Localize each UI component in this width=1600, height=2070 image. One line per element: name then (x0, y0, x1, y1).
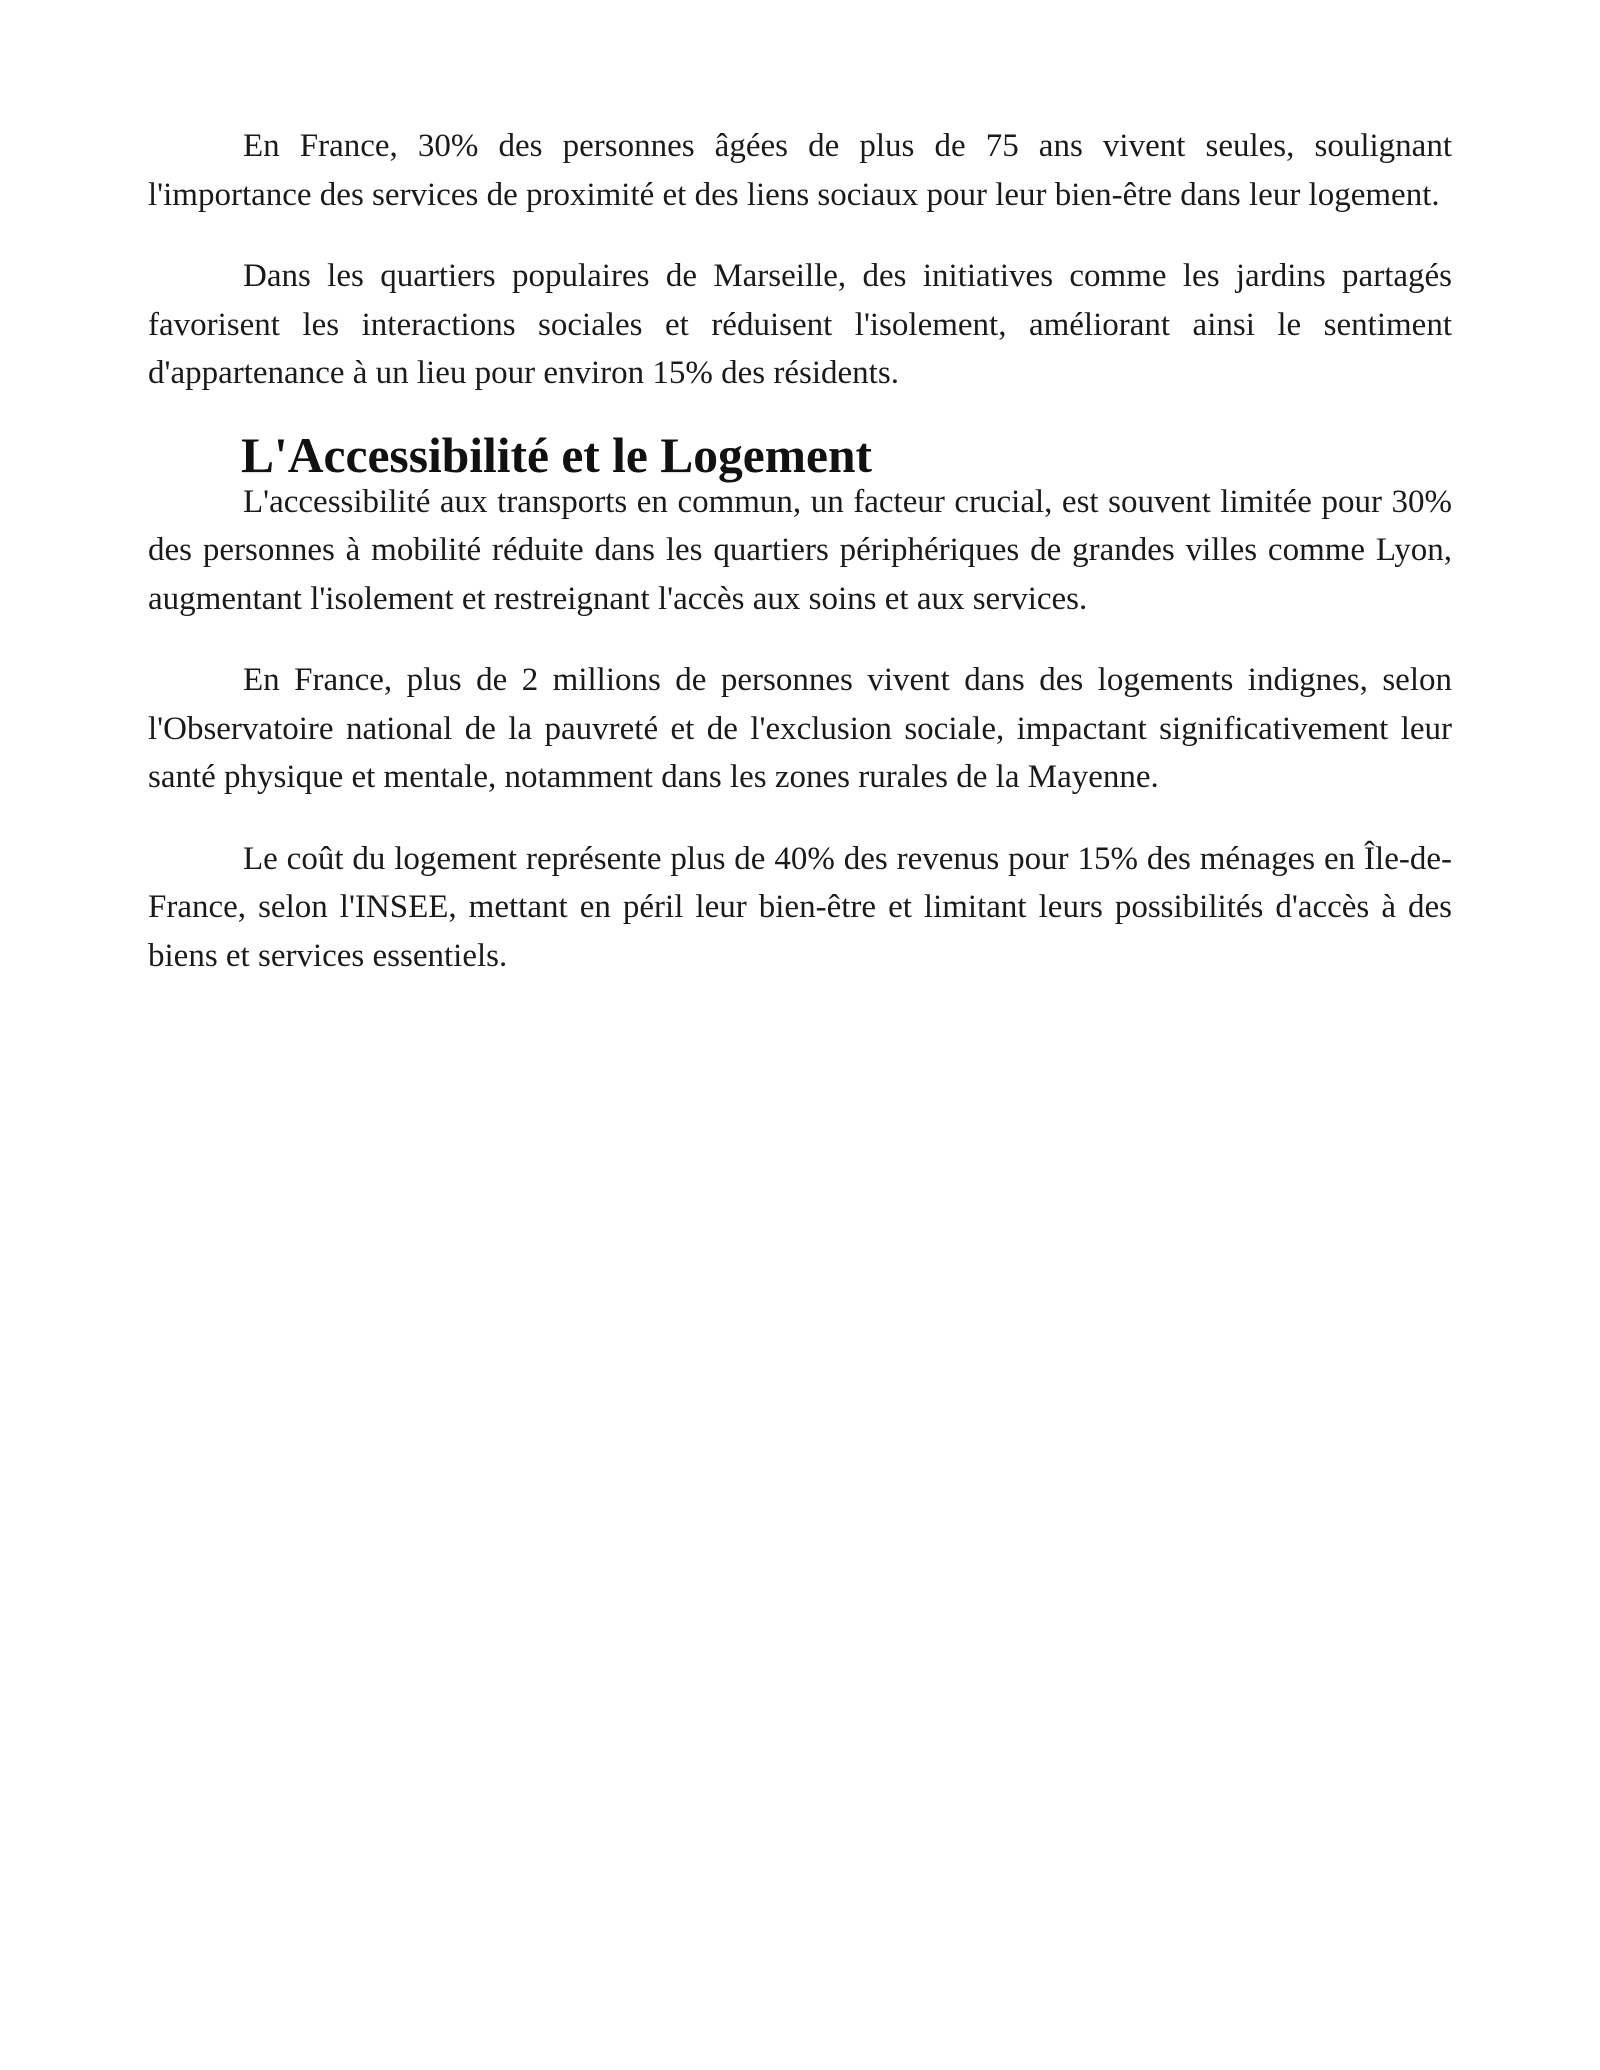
paragraph-marseille-gardens: Dans les quartiers populaires de Marseille, des initiatives comme les jardins partagés favorisent les interactions sociales et réduisent l'isolement, améliorant ainsi le sentiment d'appartenance à un lieu pour environ 15% des résidents. (148, 258, 1452, 391)
paragraph-substandard-housing: En France, plus de 2 millions de personnes vivent dans des logements indignes, selon l'Observatoire national de la pauvreté et de l'exclusion sociale, impactant significativement leur santé physique et mentale, notamment dans les zones rurales de la Mayenne. (148, 662, 1452, 795)
paragraph-elderly-living-alone: En France, 30% des personnes âgées de plus de 75 ans vivent seules, soulignant l'importance des services de proximité et des liens sociaux pour leur bien-être dans leur logement. (148, 128, 1452, 213)
section-heading: L'Accessibilité et le Logement (241, 427, 872, 483)
paragraph-housing-cost: Le coût du logement représente plus de 40% des revenus pour 15% des ménages en Île-de-France, selon l'INSEE, mettant en péril leur bien-être et limitant leurs possibilités d'accès à des biens et services essentiels. (148, 840, 1452, 974)
document-body (148, 122, 1452, 1013)
paragraph-transport-accessibility: L'accessibilité aux transports en commun, un facteur crucial, est souvent limitée pour 30% des personnes à mobilité réduite dans les quartiers périphériques de grandes villes comme Lyon, augmentant l'isolement et restreignant l'accès aux soins et aux services. (148, 483, 1452, 617)
